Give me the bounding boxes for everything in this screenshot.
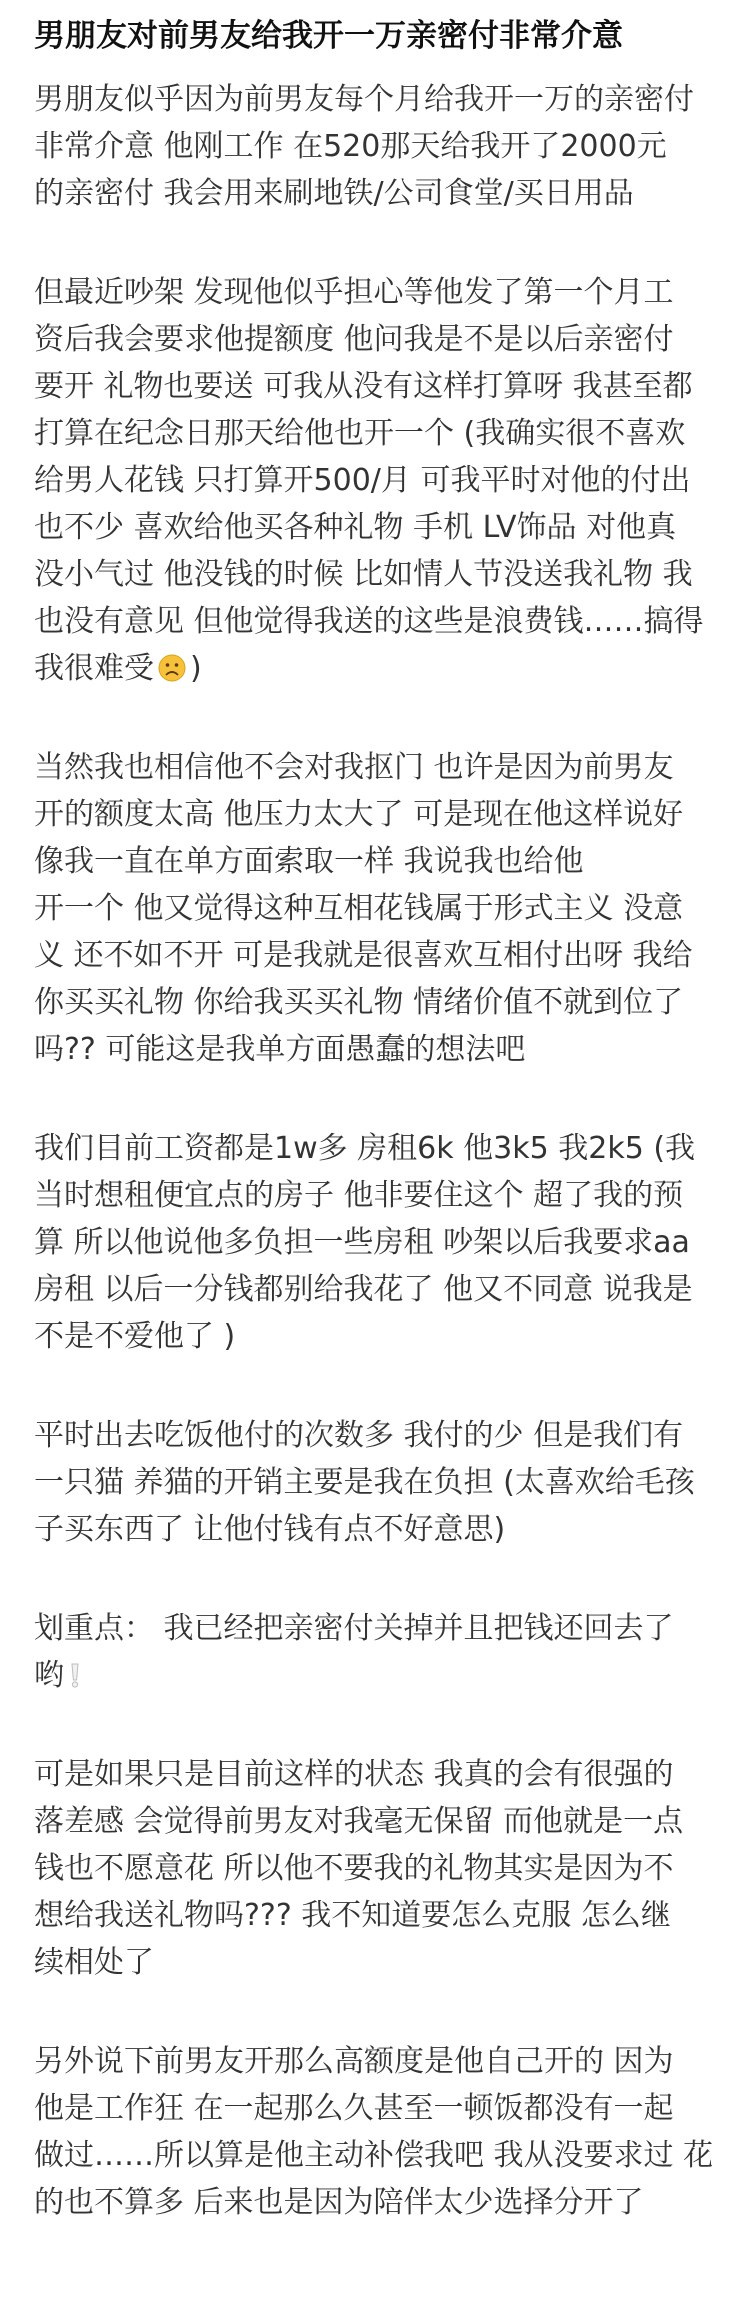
paragraph-line: 子买东西了 让他付钱有点不好意思) xyxy=(34,1512,506,1547)
paragraph-line: 落差感 会觉得前男友对我毫无保留 而他就是一点 xyxy=(34,1804,684,1839)
paragraph-line: 吗?? 可能这是我单方面愚蠢的想法吧 xyxy=(34,1032,526,1067)
paragraph-5 xyxy=(34,1412,718,1553)
paragraph-line: 一只猫 养猫的开销主要是我在负担 (太喜欢给毛孩 xyxy=(34,1465,695,1500)
paragraph-line: 不是不爱他了 ) xyxy=(34,1319,236,1354)
paragraph-line-with-emoji xyxy=(34,645,718,692)
paragraph-line: 但最近吵架 发现他似乎担心等他发了第一个月工 xyxy=(34,275,674,310)
paragraph-line: 划重点： 我已经把亲密付关掉并且把钱还回去了 xyxy=(34,1611,674,1646)
paragraph-line: 另外说下前男友开那么高额度是他自己开的 因为 xyxy=(34,2044,674,2079)
white-exclamation-emoji-icon xyxy=(68,1656,82,1684)
paragraph-line: 当然我也相信他不会对我抠门 也许是因为前男友 xyxy=(34,750,674,785)
paragraph-line: 像我一直在单方面索取一样 我说我也给他 xyxy=(34,844,584,879)
paragraph-line: 给男人花钱 只打算开500/月 可我平时对他的付出 xyxy=(34,463,691,498)
paragraph-line: 也不少 喜欢给他买各种礼物 手机 LV饰品 对他真 xyxy=(34,510,677,545)
paragraph-line: 做过……所以算是他主动补偿我吧 我从没要求过 花 xyxy=(34,2138,714,2173)
paragraph-line: 要开 礼物也要送 可我从没有这样打算呀 我甚至都 xyxy=(34,369,693,404)
paragraph-line: 义 还不如不开 可是我就是很喜欢互相付出呀 我给 xyxy=(34,938,693,973)
paragraph-2 xyxy=(34,269,718,692)
paragraph-line: 的也不算多 后来也是因为陪伴太少选择分开了 xyxy=(34,2185,644,2220)
post-title: 男朋友对前男友给我开一万亲密付非常介意 xyxy=(34,18,623,54)
paragraph-line-with-emoji xyxy=(34,1652,718,1699)
paragraph-line: 他是工作狂 在一起那么久甚至一顿饭都没有一起 xyxy=(34,2091,674,2126)
paragraph-8 xyxy=(34,2038,718,2226)
paragraph-line: 你买买礼物 你给我买买礼物 情绪价值不就到位了 xyxy=(34,985,684,1020)
paragraph-line: 打算在纪念日那天给他也开一个 (我确实很不喜欢 xyxy=(34,416,686,451)
paragraph-line: 男朋友似乎因为前男友每个月给我开一万的亲密付 xyxy=(34,82,694,117)
paragraph-line: 可是如果只是目前这样的状态 我真的会有很强的 xyxy=(34,1757,674,1792)
paragraph-line: 资后我会要求他提额度 他问我是不是以后亲密付 xyxy=(34,322,674,357)
paragraph-line: 当时想租便宜点的房子 他非要住这个 超了我的预 xyxy=(34,1178,684,1213)
paragraph-line: 算 所以他说他多负担一些房租 吵架以后我要求aa xyxy=(34,1225,690,1260)
paragraph-line: 开一个 他又觉得这种互相花钱属于形式主义 没意 xyxy=(34,891,684,926)
paragraph-line: 房租 以后一分钱都别给我花了 他又不同意 说我是 xyxy=(34,1272,693,1307)
paragraph-line: 续相处了 xyxy=(34,1945,154,1980)
paragraph-line: 没小气过 他没钱的时候 比如情人节没送我礼物 我 xyxy=(34,557,693,592)
paragraph-line: 想给我送礼物吗??? 我不知道要怎么克服 怎么继 xyxy=(34,1898,671,1933)
paragraph-line: 钱也不愿意花 所以他不要我的礼物其实是因为不 xyxy=(34,1851,674,1886)
paragraph-line: 非常介意 他刚工作 在520那天给我开了2000元 xyxy=(34,129,667,164)
paragraph-line: 的亲密付 我会用来刷地铁/公司食堂/买日用品 xyxy=(34,176,634,211)
paragraph-line: 平时出去吃饭他付的次数多 我付的少 但是我们有 xyxy=(34,1418,684,1453)
paragraph-7 xyxy=(34,1751,718,1986)
paragraph-line: 也没有意见 但他觉得我送的这些是浪费钱……搞得 xyxy=(34,604,704,639)
paragraph-1 xyxy=(34,76,718,217)
sad-face-emoji-icon xyxy=(158,649,186,677)
paragraph-3 xyxy=(34,744,718,1073)
paragraph-4 xyxy=(34,1125,718,1360)
paragraph-text: ) xyxy=(190,651,202,686)
paragraph-text: 哟 xyxy=(34,1658,64,1693)
paragraph-line: 我们目前工资都是1w多 房租6k 他3k5 我2k5 (我 xyxy=(34,1131,696,1166)
paragraph-line: 开的额度太高 他压力太大了 可是现在他这样说好 xyxy=(34,797,684,832)
paragraph-text: 我很难受 xyxy=(34,651,154,686)
paragraph-6 xyxy=(34,1605,718,1699)
